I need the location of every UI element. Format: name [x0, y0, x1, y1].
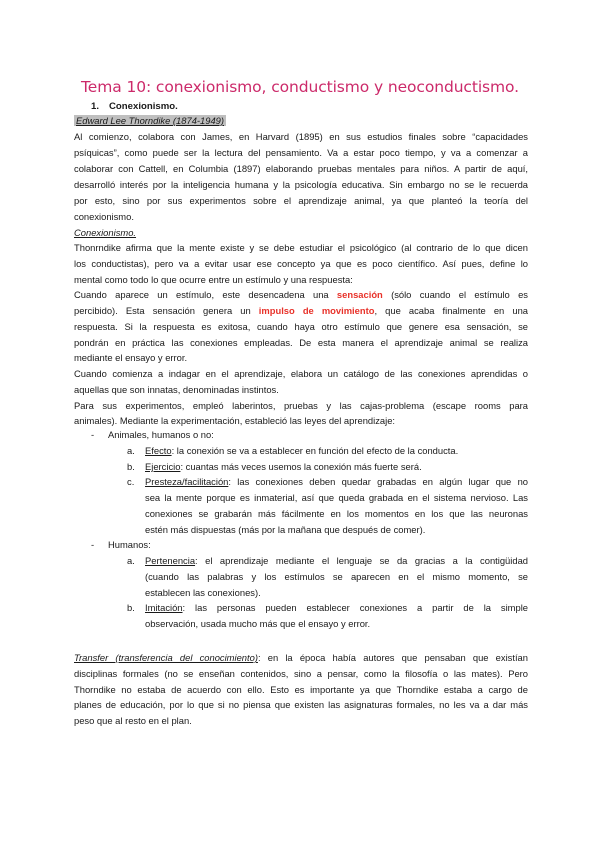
transfer-line: peso que al resto en el plan. [74, 715, 192, 726]
law-term: Imitación [145, 602, 183, 613]
p1-line: Al comienzo, colabora con James, en Harvard (1895) en sus estudios finales sobre “capacidades [74, 131, 528, 142]
law-presteza [145, 476, 528, 487]
list-marker: a. [127, 445, 135, 456]
list-marker: a. [127, 555, 135, 566]
transfer-term: Transfer (transferencia del conocimiento) [74, 652, 258, 663]
p3-text: Cuando aparece un estímulo, este desencadena una [74, 289, 329, 300]
p4-line: aquellas que son innatas, denominadas instintos. [74, 384, 279, 395]
conexionismo-heading: Conexionismo. [74, 227, 137, 238]
law-pertenencia [145, 555, 528, 566]
law-term: Ejercicio [145, 461, 181, 472]
animals-label: Animales, humanos o no: [108, 429, 214, 440]
section-label: Conexionismo. [109, 101, 178, 112]
law-text: : cuantas más veces usemos la conexión más fuerte será. [180, 461, 422, 472]
p2-line: mental como todo lo que ocurre entre un estímulo y una respuesta: [74, 274, 353, 285]
p3-text: percibido). Esta sensación genera un [74, 305, 251, 316]
law-text: : el aprendizaje mediante el lenguaje se da gracias a la contigüidad [195, 555, 528, 566]
transfer-line: Thorndike no estaba de acuerdo con ello. Esto es importante ya que Thorndike estaba a cargo de [74, 684, 528, 695]
law-text: establecen las conexiones). [145, 587, 261, 598]
p3-text: (sólo cuando el estímulo es [391, 289, 528, 300]
law-efecto [145, 445, 458, 456]
law-text: : la conexión se va a establecer en función del efecto de la conducta. [171, 445, 459, 456]
p1-line: conexionismo. [74, 211, 134, 222]
law-text: : las personas pueden establecer conexiones a partir de la simple [182, 602, 528, 613]
transfer-line: disciplinas formales (no se enseñan contenidos, sino a pensar, como la filosofía o las mates). Pero [74, 668, 528, 679]
p3-line [74, 303, 528, 318]
list-dash: - [91, 539, 95, 550]
law-term: Pertenencia [145, 555, 196, 566]
p2-line: los conductistas), pero va a evitar usar ese concepto ya que es poco científico. Así pues, define lo [74, 258, 528, 269]
law-text: estén más dispuestas (más por la mañana que después de comer). [145, 524, 426, 535]
list-marker: b. [127, 461, 135, 472]
author-heading-line [74, 113, 528, 128]
law-text: : las conexiones deben quedar grabadas en algún lugar que no [228, 476, 528, 487]
list-dash: - [91, 429, 95, 440]
p5-line: Para sus experimentos, empleó laberintos, pruebas y las cajas-problema (escape rooms para [74, 400, 528, 411]
p4-line: Cuando comienza a indagar en el aprendizaje, elabora un catálogo de las conexiones aprendidas o [74, 368, 528, 379]
p3-text: , que acaba finalmente en una [374, 305, 529, 316]
conexionismo-heading-line [74, 225, 528, 240]
page-title: Tema 10: conexionismo, conductismo y neoconductismo. [81, 78, 519, 96]
transfer-line: planes de educación, por lo que si no piensa que existen las asignaturas formales, no les va a dar más [74, 699, 528, 710]
p1-line: por esto, sino por sus experimentos sobre el aprendizaje animal, ya que planteó la teoría del [74, 195, 528, 206]
p3-line: pondrán en práctica las conexiones empleadas. De esta manera el aprendizaje animal se realiza [74, 337, 528, 348]
law-term: Presteza/facilitación [145, 476, 229, 487]
transfer-line [74, 650, 528, 665]
p5-line: animales). Mediante la experimentación, estableció las leyes del aprendizaje: [74, 415, 396, 426]
p3-line [74, 287, 528, 302]
humans-label: Humanos: [108, 539, 151, 550]
law-imitacion [145, 602, 528, 613]
list-marker: c. [127, 476, 135, 487]
law-text: (cuando las palabras y los estímulos se aparecen en el mismo momento, se [145, 571, 528, 582]
p3-line: mediante el ensayo y error. [74, 352, 188, 363]
author-heading: Edward Lee Thorndike (1874-1949) [76, 115, 225, 126]
p1-line: psíquicas”, como puede ser la lectura del pensamiento. Va a estar poco tiempo, y va a comenzar a [74, 147, 528, 158]
transfer-text: : en la época había autores que pensaban que existían [257, 652, 528, 663]
law-term: Efecto [145, 445, 172, 456]
p1-line: colaborar con Cattell, en Columbia (1897) elaborando pruebas mentales para niños. A partir de aquí, [74, 163, 528, 174]
list-marker: b. [127, 602, 135, 613]
keyword-sensacion: sensación [336, 289, 383, 300]
section-heading [91, 101, 178, 112]
p3-line: respuesta. Si la respuesta es exitosa, cuando haya otro estímulo que genere esa sensación, se [74, 321, 528, 332]
law-text: sea la mente porque es inmaterial, así que queda grabada en el sistema nervioso. Las [145, 492, 528, 503]
keyword-impulso: impulso de movimiento [258, 305, 375, 316]
law-text: conexiones se grabarán más fácilmente en los momentos en los que las neuronas [145, 508, 528, 519]
law-ejercicio [145, 461, 422, 472]
p1-line: desarrolló interés por la inteligencia humana y la psicología educativa. Sin embargo no se le recuerda [74, 179, 528, 190]
law-text: observación, usada mucho más que el ensayo y error. [145, 618, 371, 629]
p2-line: Thonrndike afirma que la mente existe y se debe estudiar el psicológico (al contrario de lo que dicen [74, 242, 528, 253]
section-number: 1. [91, 101, 100, 112]
